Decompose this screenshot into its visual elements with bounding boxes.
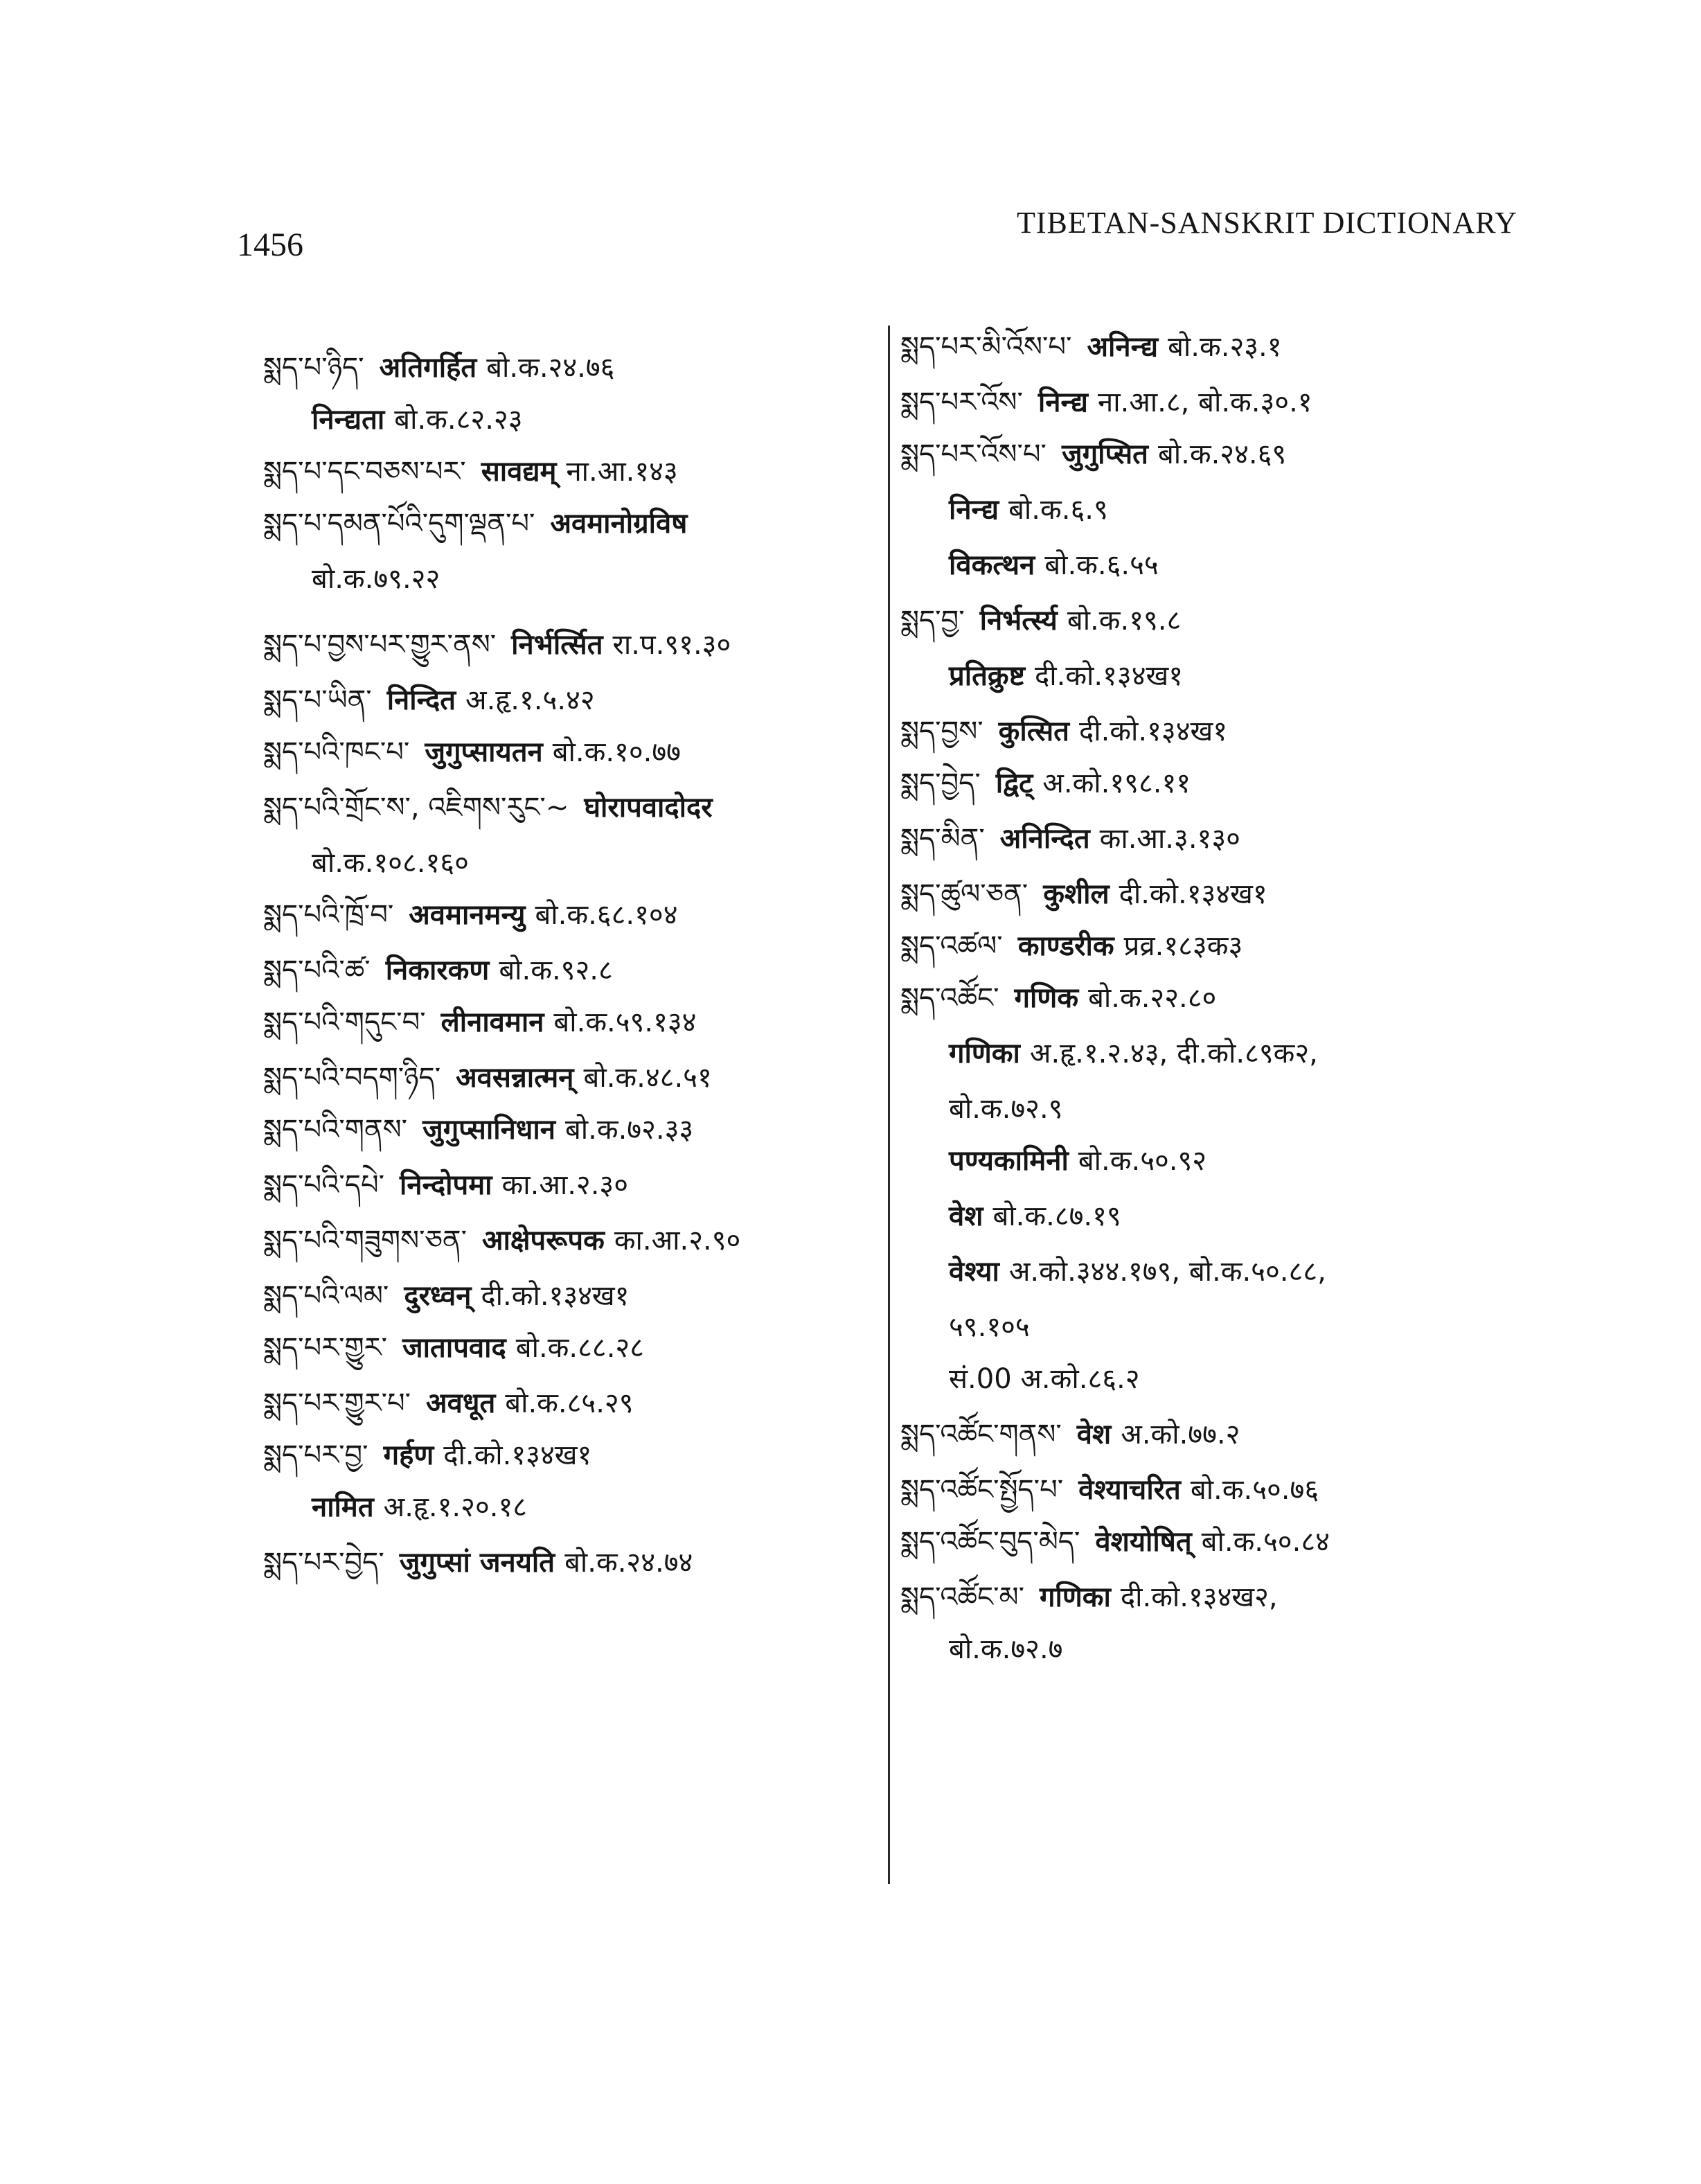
source-reference: बो.क.२४.६९ [1157,438,1287,470]
source-reference: ना.आ.८, बो.क.३०.१ [1098,387,1312,418]
source-reference: बो.क.१९.८ [1067,605,1182,637]
source-reference: बो.क.७२.९ [949,1093,1063,1125]
dictionary-entry [900,1036,1318,1072]
running-header-title: TIBETAN-SANSKRIT DICTIONARY [1017,206,1517,240]
tibetan-headword: སྨད་འཚོང་གནས་ [900,1419,1062,1450]
dictionary-entry [900,1143,1206,1179]
dictionary-entry [900,1579,1278,1615]
tibetan-headword: སྨད་པ་དམན་པོའི་དུག་ལྡན་པ་ [263,508,535,540]
sanskrit-equivalent: गणिका [949,1037,1020,1069]
dictionary-entry [263,561,440,597]
source-reference: सं.00 अ.को.८६.२ [949,1363,1140,1395]
sanskrit-equivalent: विकत्थन [949,549,1035,581]
tibetan-headword: སྨད་པའི་གནས་ [263,1114,408,1146]
source-reference: का.आ.२.३० [501,1169,629,1201]
sanskrit-equivalent: दुरध्वन् [404,1279,472,1312]
dictionary-entry [263,1437,591,1473]
dictionary-entry [263,897,678,933]
sanskrit-equivalent: अनिन्द्य [1087,330,1159,363]
source-reference: दी.को.१३४ख१ [481,1280,630,1312]
tibetan-headword: སྨད་འཚོང་སྤྱོད་པ་ [900,1474,1064,1506]
source-reference: बो.क.५०.९२ [1078,1145,1207,1177]
sanskrit-equivalent: प्रतिक्रुष्ट [949,659,1025,692]
dictionary-entry [263,1167,628,1203]
dictionary-entry [900,1472,1319,1508]
tibetan-headword: སྨད་པའི་གདུང་བ་ [263,1006,426,1038]
dictionary-entry [263,682,595,718]
tibetan-headword: སྨད་པར་འོས་པ་ [900,438,1047,470]
dictionary-entry [900,928,1243,964]
source-reference: बो.क.१०.७७ [552,736,681,768]
source-reference: दी.को.१३४ख१ [1119,878,1267,910]
source-reference: बो.क.६.५५ [1044,549,1159,581]
source-reference: बो.क.५०.८४ [1201,1526,1330,1558]
sanskrit-equivalent: जुगुप्सानिधान [422,1113,555,1146]
dictionary-entry [263,1223,740,1259]
tibetan-headword: སྨད་པའི་ཁང་པ་ [263,736,410,768]
sanskrit-equivalent: जुगुप्सित [1061,438,1148,470]
source-reference: अ.हृ.१.२.४३, दी.को.८९क२, [1029,1038,1318,1069]
tibetan-headword: སྨད་པའི་གཟུགས་ཅན་ [263,1225,467,1257]
source-reference: बो.क.२३.१ [1168,331,1282,363]
dictionary-entry [900,547,1159,583]
dictionary-entry [900,1309,1030,1345]
sanskrit-equivalent: निन्दित [386,684,456,716]
tibetan-headword: སྨད་བྱས་ [900,716,983,747]
dictionary-entry [900,765,1191,801]
source-reference: प्रव्र.१८३क३ [1123,930,1243,962]
source-reference: बो.क.७९.२२ [312,563,440,595]
tibetan-headword: སྨད་པའི་ཚ་ [263,955,371,986]
tibetan-headword: སྨད་ཚུལ་ཅན་ [900,878,1028,910]
sanskrit-equivalent: जातापवाद [402,1331,506,1364]
source-reference: दी.को.१३४ख१ [443,1439,592,1471]
sanskrit-equivalent: काण्डरीक [1017,930,1114,962]
dictionary-entry [900,1361,1140,1397]
sanskrit-equivalent: वेश्या [949,1255,999,1288]
tibetan-headword: སྨད་པ་བྱས་པར་གྱུར་ནས་ [263,629,497,661]
dictionary-entry [900,1091,1062,1127]
column-divider [888,326,890,1884]
dictionary-entry [263,454,678,490]
dictionary-entry [263,1385,634,1421]
dictionary-entry [263,350,614,386]
dictionary-entry [900,1417,1240,1453]
dictionary-entry [900,980,1216,1016]
source-reference: अ.हृ.१.५.४२ [465,684,595,716]
dictionary-entry [263,1060,712,1096]
page-number: 1456 [237,227,303,263]
source-reference: अ.को.३४४.१७९, बो.क.५०.८८, [1008,1256,1326,1288]
tibetan-headword: སྨད་པར་འོས་ [900,387,1023,418]
source-reference: बो.क.८७.१९ [992,1200,1121,1232]
dictionary-entry [900,492,1108,528]
sanskrit-equivalent: कुशील [1043,878,1110,910]
source-reference: बो.क.२४.७६ [486,352,615,384]
dictionary-entry [263,1545,693,1581]
sanskrit-equivalent: वेश्याचरित [1078,1473,1181,1506]
tibetan-headword: སྨད་པར་གྱུར་པ་ [263,1387,411,1419]
dictionary-entry [263,506,697,542]
dictionary-entry [900,329,1282,365]
source-reference: बो.क.१०८.१६० [312,847,469,879]
dictionary-entry [900,1524,1330,1560]
sanskrit-equivalent: निकारकण [385,954,490,986]
sanskrit-equivalent: गणिका [1040,1581,1111,1613]
sanskrit-equivalent: अतिगर्हित [379,351,477,384]
source-reference: बो.क.९२.८ [499,955,613,986]
source-reference: अ.को.७७.२ [1121,1419,1240,1450]
sanskrit-equivalent: निर्भर्त्सित [511,628,603,661]
tibetan-headword: སྨད་པའི་དཔེ་ [263,1169,384,1201]
sanskrit-equivalent: द्विट् [995,767,1033,799]
sanskrit-equivalent: निन्दोपमा [400,1169,492,1201]
dictionary-entry [263,1112,693,1148]
tibetan-headword: སྨད་འཚལ་ [900,930,1003,962]
source-reference: बो.क.५९.१३४ [553,1006,697,1038]
dictionary-entry [900,1631,1062,1667]
tibetan-headword: སྨད་བྱ་ [900,605,965,637]
sanskrit-equivalent: वेश [1076,1418,1112,1450]
sanskrit-equivalent: अवमानमन्यु [409,898,526,931]
dictionary-entry [900,713,1227,749]
sanskrit-equivalent: अवमानोग्रविष [550,507,688,540]
tibetan-headword: སྨད་པའི་བདག་ཉིད་ [263,1062,441,1094]
source-reference: बो.क.२४.७४ [564,1547,693,1579]
dictionary-entry [263,627,731,663]
sanskrit-equivalent: अनिन्दित [999,822,1090,855]
sanskrit-equivalent: अवधूत [426,1387,496,1419]
dictionary-entry [900,603,1181,639]
tibetan-headword: སྨད་འཚོང་མ་ [900,1581,1024,1613]
sanskrit-equivalent: वेश [949,1200,983,1232]
tibetan-headword: སྨད་པའི་གྲོང་ས་, འཇིགས་རུང་~ [263,792,569,824]
source-reference: बो.क.४८.५१ [583,1062,712,1094]
tibetan-headword: སྨད་པའི་ལམ་ [263,1280,389,1312]
source-reference: बो.क.८५.२९ [505,1387,634,1419]
tibetan-headword: སྨད་འཚོང་ [900,982,999,1014]
dictionary-entry [263,734,681,770]
sanskrit-equivalent: गणिक [1014,982,1079,1014]
source-reference: दी.को.१३४ख२, [1120,1581,1278,1613]
dictionary-entry [900,876,1267,912]
source-reference: बो.क.६८.१०४ [535,899,678,931]
sanskrit-equivalent: नामित [312,1491,374,1523]
tibetan-headword: སྨད་པའི་ཁྲོ་བ་ [263,899,394,931]
sanskrit-equivalent: निर्भर्त्स्य [979,604,1058,637]
source-reference: बो.क.२२.८० [1088,982,1217,1014]
dictionary-entry [263,845,469,881]
sanskrit-equivalent: गर्हण [383,1439,434,1471]
source-reference: अ.को.१९८.११ [1042,767,1191,799]
dictionary-entry [263,790,722,826]
source-reference: का.आ.२.९० [614,1225,741,1257]
dictionary-entry [900,1254,1326,1290]
dictionary-entry [263,952,613,988]
dictionary-entry [900,436,1286,472]
tibetan-headword: སྨད་པར་བྱ་ [263,1439,368,1471]
source-reference: का.आ.३.१३० [1099,823,1240,855]
source-reference: अ.हृ.१.२०.१८ [383,1491,528,1523]
dictionary-entry [263,1330,644,1366]
dictionary-entry [900,821,1240,857]
sanskrit-equivalent: सावद्यम् [481,455,557,488]
dictionary-entry [263,1004,696,1040]
source-reference: दी.को.१३४ख१ [1035,660,1184,692]
source-reference: बो.क.८२.२३ [394,404,523,436]
dictionary-entry [263,402,523,438]
sanskrit-equivalent: निन्द्य [1037,386,1089,418]
source-reference: ना.आ.१४३ [566,456,678,488]
source-reference: दी.को.१३४ख१ [1078,716,1228,747]
sanskrit-equivalent: कुत्सित [998,715,1069,747]
sanskrit-equivalent: जुगुप्सायतन [425,736,543,768]
sanskrit-equivalent: अवसन्नात्मन् [456,1061,574,1094]
sanskrit-equivalent: वेशयोषित् [1095,1525,1192,1558]
tibetan-headword: སྨད་པ་ཉིད་ [263,352,364,384]
source-reference: ५९.१०५ [949,1311,1030,1343]
source-reference: बो.क.७२.३३ [564,1114,694,1146]
dictionary-entry [900,384,1312,420]
sanskrit-equivalent: आक्षेपरूपक [482,1224,605,1257]
tibetan-headword: སྨད་བྱེད་ [900,767,981,799]
tibetan-headword: སྨད་པར་མི་འོས་པ་ [900,331,1072,363]
tibetan-headword: སྨད་པ་ཡིན་ [263,684,372,716]
dictionary-entry [263,1489,527,1525]
tibetan-headword: སྨད་པར་བྱེད་ [263,1547,384,1579]
dictionary-entry [263,1278,629,1314]
source-reference: रा.प.९१.३० [612,629,731,661]
sanskrit-equivalent: निन्द्यता [312,403,385,436]
sanskrit-equivalent: लीनावमान [440,1006,544,1038]
tibetan-headword: སྨད་པ་དང་བཅས་པར་ [263,456,466,488]
sanskrit-equivalent: पण्यकामिनी [949,1144,1069,1177]
dictionary-entry [900,658,1183,694]
source-reference: बो.क.५०.७६ [1190,1474,1319,1506]
source-reference: बो.क.७२.७ [949,1633,1063,1665]
tibetan-headword: སྨད་པར་གྱུར་ [263,1332,387,1364]
dictionary-entry [900,1198,1121,1234]
sanskrit-equivalent: घोरापवादोदर [584,791,713,824]
tibetan-headword: སྨད་མིན་ [900,823,985,855]
tibetan-headword: སྨད་འཚོང་བུད་མེད་ [900,1526,1080,1558]
source-reference: बो.क.८८.२८ [515,1332,645,1364]
source-reference: बो.क.६.९ [1008,494,1108,526]
sanskrit-equivalent: निन्द्य [949,493,999,526]
sanskrit-equivalent: जुगुप्सां जनयति [399,1546,555,1579]
